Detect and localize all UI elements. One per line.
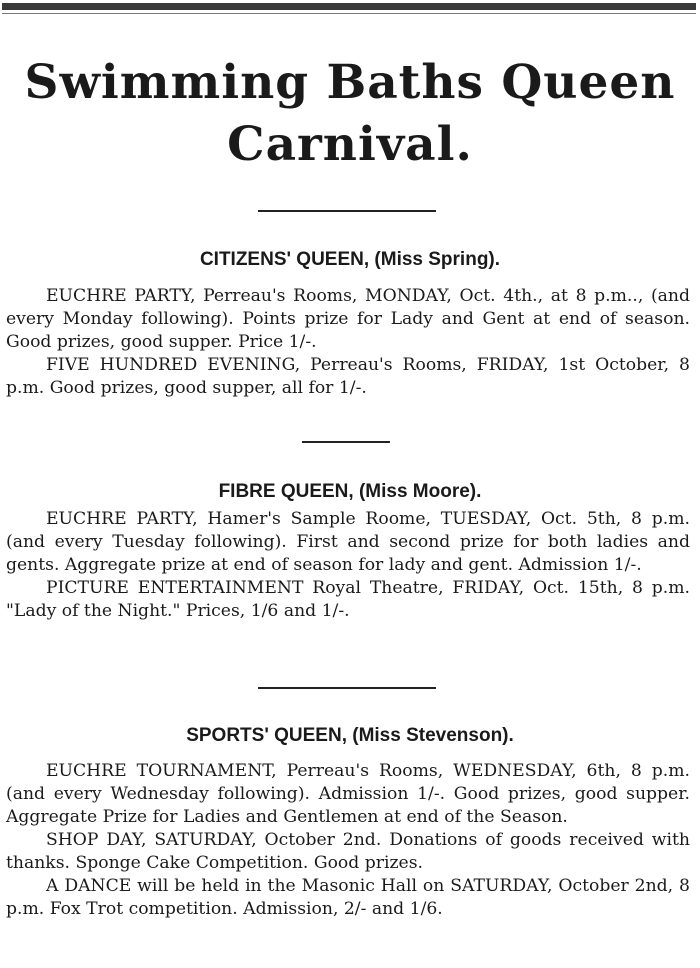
section-body-sports [6,760,690,921]
section-separator [258,210,436,212]
section-body-fibre [6,508,690,623]
paragraph-euchre-party-fibre: EUCHRE PARTY, Hamer's Sample Roome, TUESDAY, Oct. 5th, 8 p.m. (and every Tuesday following). First and second prize for both ladies and gents. Aggregate prize at end of season for lady and gent. Admission 1/-. [6,509,690,575]
paragraph-euchre-tournament: EUCHRE TOURNAMENT, Perreau's Rooms, WEDNESDAY, 6th, 8 p.m. (and every Wednesday following). Admission 1/-. Good prizes, good supper. Aggregate Prize for Ladies and Gentlemen at end of the Season. [6,761,690,827]
section-heading-citizens: CITIZENS' QUEEN, (Miss Spring). [199,249,501,270]
paragraph-five-hundred-evening: FIVE HUNDRED EVENING, Perreau's Rooms, FRIDAY, 1st October, 8 p.m. Good prizes, good supper, all for 1/-. [6,355,690,398]
page-title: Swimming Baths Queen Carnival. [24,55,676,172]
section-separator [258,687,436,689]
section-heading-sports: SPORTS' QUEEN, (Miss Stevenson). [186,725,514,746]
paragraph-dance: A DANCE will be held in the Masonic Hall on SATURDAY, October 2nd, 8 p.m. Fox Trot competition. Admission, 2/- and 1/6. [6,876,690,919]
section-body-citizens [6,285,690,400]
section-heading-fibre: FIBRE QUEEN, (Miss Moore). [218,481,482,502]
paragraph-euchre-party-citizens: EUCHRE PARTY, Perreau's Rooms, MONDAY, Oct. 4th., at 8 p.m.., (and every Monday following). Points prize for Lady and Gent at end of season. Good prizes, good supper. Price 1/-. [6,286,690,352]
top-border-thin-rule [2,13,696,14]
paragraph-picture-entertainment: PICTURE ENTERTAINMENT Royal Theatre, FRIDAY, Oct. 15th, 8 p.m. "Lady of the Night." Prices, 1/6 and 1/-. [6,578,690,621]
top-border-rule [2,3,696,10]
paragraph-shop-day: SHOP DAY, SATURDAY, October 2nd. Donations of goods received with thanks. Sponge Cake Competition. Good prizes. [6,830,690,873]
section-separator [302,441,390,443]
